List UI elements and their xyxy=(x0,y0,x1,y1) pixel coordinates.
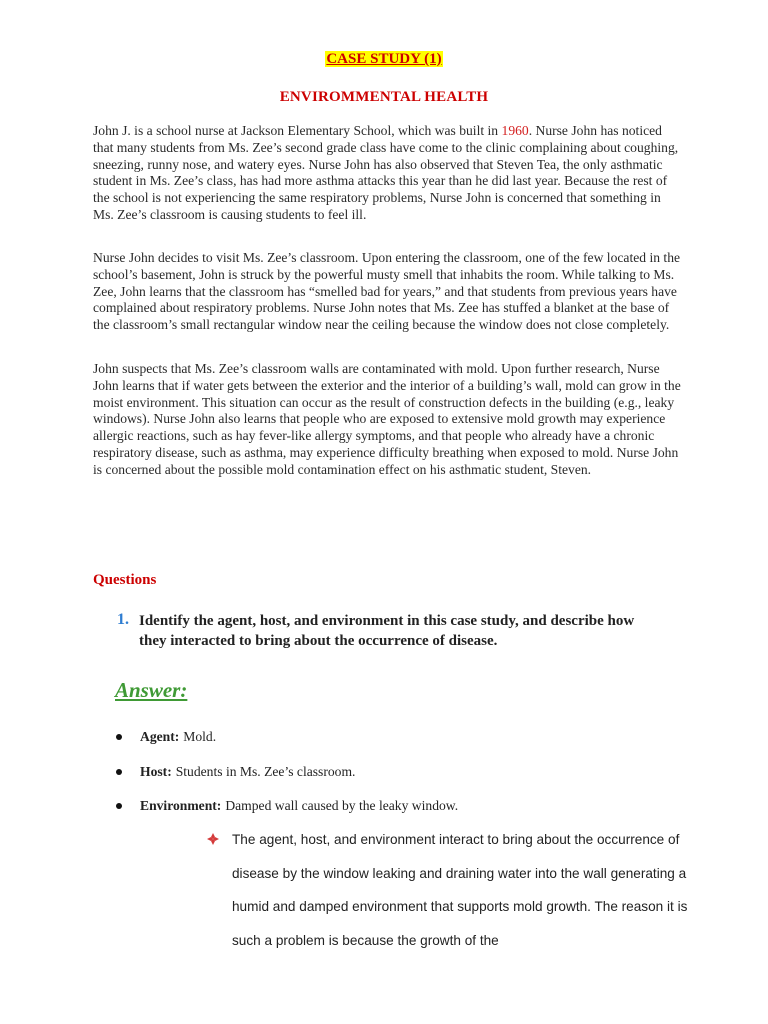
question-1-number: 1. xyxy=(117,611,129,628)
bullet-label: Environment: xyxy=(140,798,222,813)
p1-text-before: John J. is a school nurse at Jackson Elementary School, which was built in xyxy=(93,123,502,138)
bullet-text: Damped wall caused by the leaky window. xyxy=(225,798,459,813)
bullet-text: Students in Ms. Zee’s classroom. xyxy=(175,764,356,779)
case-study-title xyxy=(0,50,768,68)
paragraph-3: John suspects that Ms. Zee’s classroom walls are contaminated with mold. Upon further research, Nurse John learns that if water gets between the exterior and the interior of a building’s wall, mold can grow in the moist environment. This situation can occur as the result of construction defects in the building (e.g., leaky windows). Nurse John also learns that people who are exposed to extensive mold growth may experience allergic reactions, such as hay fever-like allergy symptoms, and that people who already have a chronic respiratory disease, such as asthma, may experience difficulty breathing when exposed to mold. Nurse John is concerned about the possible mold contamination effect on his asthmatic student, Steven. xyxy=(93,361,681,477)
p1-text-after: . Nurse John has noticed that many students from Ms. Zee’s second grade class have come to the clinic complaining about coughing, sneezing, runny nose, and watery eyes. Nurse John has also observed that Steven Tea, the only asthmatic student in Ms. Zee’s class, has had more asthma attacks this year than he did last year. Because the rest of the school is not experiencing the same respiratory problems, Nurse John is concerned that something in Ms. Zee’s classroom is causing students to feel ill. xyxy=(93,123,679,222)
bullet-host xyxy=(116,764,355,780)
bullet-dot-icon xyxy=(116,803,122,809)
questions-heading: Questions xyxy=(93,572,157,588)
bullet-label: Host: xyxy=(140,764,172,779)
case-study-title-text: CASE STUDY (1) xyxy=(326,51,442,67)
answer-heading: Answer: xyxy=(115,678,188,702)
bullet-label: Agent: xyxy=(140,729,180,744)
bullet-agent xyxy=(116,729,216,745)
bullet-text: Mold. xyxy=(183,729,217,744)
bullet-dot-icon xyxy=(116,769,122,775)
paragraph-1 xyxy=(93,123,683,224)
diamond-bullet-icon xyxy=(207,833,219,845)
p1-year: 1960 xyxy=(501,123,529,138)
bullet-dot-icon xyxy=(116,734,122,740)
bullet-environment xyxy=(116,798,458,814)
paragraph-2: Nurse John decides to visit Ms. Zee’s classroom. Upon entering the classroom, one of the few located in the school’s basement, John is struck by the powerful musty smell that inhabits the room. While talking to Ms. Zee, John learns that the classroom has “smelled bad for years,” and that students from previous years have complained about respiratory problems. Nurse John notes that Ms. Zee has stuffed a blanket at the base of the classroom’s small rectangular window near the ceiling because the window does not close completely. xyxy=(93,250,681,333)
answer-explanation: The agent, host, and environment interact to bring about the occurrence of disease by the window leaking and draining water into the wall generating a humid and damped environment that supports mold growth. The reason it is such a problem is because the growth of the xyxy=(232,832,688,948)
section-title: ENVIROMMENTAL HEALTH xyxy=(279,89,489,105)
question-1-text: Identify the agent, host, and environment in this case study, and describe how they interacted to bring about the occurrence of disease. xyxy=(139,613,635,649)
